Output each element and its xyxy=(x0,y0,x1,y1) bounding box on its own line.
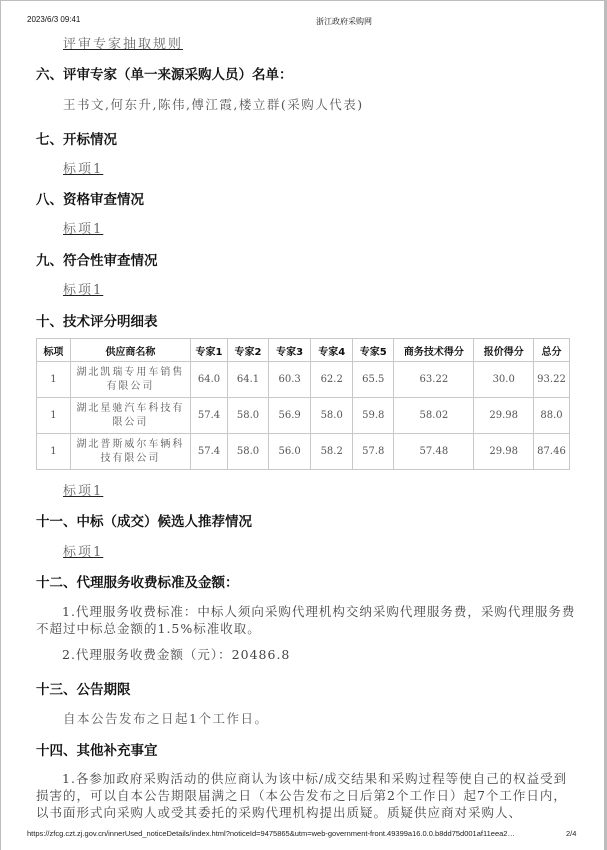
page-border-top xyxy=(0,0,607,1)
lot-1-link-compliance[interactable]: 标项1 xyxy=(63,283,104,298)
cell-expert1: 64.0 xyxy=(191,362,228,398)
cell-supplier: 湖北凯瑞专用车销售有限公司 xyxy=(70,362,190,398)
cell-expert2: 58.0 xyxy=(227,398,268,434)
lot-1-link-opening[interactable]: 标项1 xyxy=(63,162,104,177)
page-border-left xyxy=(0,0,1,850)
table-row xyxy=(37,398,570,434)
table-row xyxy=(37,362,570,398)
col-header-expert1: 专家1 xyxy=(191,339,228,362)
cell-total: 87.46 xyxy=(533,434,569,470)
cell-supplier: 湖北星驰汽车科技有限公司 xyxy=(70,398,190,434)
lot-1-link-qualification[interactable]: 标项1 xyxy=(63,222,104,237)
cell-expert4: 58.0 xyxy=(311,398,353,434)
cell-price-score: 29.98 xyxy=(474,398,534,434)
cell-expert5: 57.8 xyxy=(353,434,394,470)
expert-selection-rules-link[interactable]: 评审专家抽取规则 xyxy=(63,37,184,52)
site-title: 浙江政府采购网 xyxy=(316,17,372,26)
agency-fee-standard: 1.代理服务收费标准：中标人须向采购代理机构交纳采购代理服务费，采购代理服务费不超过中标总金额的1.5%标准收取。 xyxy=(36,604,576,636)
page-number: 2/4 xyxy=(566,829,577,838)
cell-tech-score: 63.22 xyxy=(394,362,474,398)
page-url: https://zfcg.czt.zj.gov.cn/innerUsed_noticeDetails/index.html?noticeId=9475865&utm=web-government-front.49399a16.0.0.b8dd75d001af11eea2… xyxy=(27,829,515,838)
section-7-title: 七、开标情况 xyxy=(36,132,117,148)
section-9-title: 九、符合性审查情况 xyxy=(36,253,158,269)
section-13-title: 十三、公告期限 xyxy=(36,682,131,698)
col-header-expert2: 专家2 xyxy=(227,339,268,362)
section-14-title: 十四、其他补充事宜 xyxy=(36,743,158,759)
col-header-lot: 标项 xyxy=(37,339,71,362)
col-header-price-score: 报价得分 xyxy=(474,339,534,362)
cell-total: 93.22 xyxy=(533,362,569,398)
cell-expert3: 60.3 xyxy=(269,362,311,398)
cell-expert5: 65.5 xyxy=(353,362,394,398)
section-12-title: 十二、代理服务收费标准及金额： xyxy=(36,575,239,591)
lot-1-link-candidates[interactable]: 标项1 xyxy=(63,545,104,560)
cell-lot: 1 xyxy=(37,362,71,398)
agency-fee-amount: 2.代理服务收费金额（元）：20486.8 xyxy=(62,647,291,662)
cell-expert3: 56.9 xyxy=(269,398,311,434)
section-11-title: 十一、中标（成交）候选人推荐情况 xyxy=(36,514,252,530)
cell-expert1: 57.4 xyxy=(191,398,228,434)
section-10-title: 十、技术评分明细表 xyxy=(36,314,158,330)
col-header-tech-score: 商务技术得分 xyxy=(394,339,474,362)
table-row xyxy=(37,434,570,470)
cell-price-score: 30.0 xyxy=(474,362,534,398)
cell-lot: 1 xyxy=(37,434,71,470)
col-header-total: 总分 xyxy=(533,339,569,362)
cell-tech-score: 57.48 xyxy=(394,434,474,470)
cell-total: 88.0 xyxy=(533,398,569,434)
section-6-title: 六、评审专家（单一来源采购人员）名单： xyxy=(36,67,293,83)
cell-expert1: 57.4 xyxy=(191,434,228,470)
cell-price-score: 29.98 xyxy=(474,434,534,470)
cell-supplier: 湖北普斯威尔车辆科技有限公司 xyxy=(70,434,190,470)
cell-expert4: 62.2 xyxy=(311,362,353,398)
cell-expert2: 58.0 xyxy=(227,434,268,470)
notice-period: 自本公告发布之日起1个工作日。 xyxy=(63,711,269,726)
technical-score-table xyxy=(36,338,570,470)
col-header-supplier: 供应商名称 xyxy=(70,339,190,362)
cell-expert3: 56.0 xyxy=(269,434,311,470)
expert-list: 王书文,何东升,陈伟,傅江霞,楼立群(采购人代表) xyxy=(63,97,364,112)
cell-lot: 1 xyxy=(37,398,71,434)
cell-expert2: 64.1 xyxy=(227,362,268,398)
print-date: 2023/6/3 09:41 xyxy=(27,15,81,24)
table-header-row xyxy=(37,339,570,362)
supplementary-note-1: 1.各参加政府采购活动的供应商认为该中标/成交结果和采购过程等使自己的权益受到损害的，可以自本公告期限届满之日（本公告发布之日后第2个工作日）起7个工作日内，以书面形式向采购人或受其委托的采购代理机构提出质疑。质疑供应商对采购人、 xyxy=(36,771,568,820)
col-header-expert5: 专家5 xyxy=(353,339,394,362)
col-header-expert3: 专家3 xyxy=(269,339,311,362)
section-8-title: 八、资格审查情况 xyxy=(36,192,144,208)
cell-tech-score: 58.02 xyxy=(394,398,474,434)
col-header-expert4: 专家4 xyxy=(311,339,353,362)
cell-expert5: 59.8 xyxy=(353,398,394,434)
cell-expert4: 58.2 xyxy=(311,434,353,470)
lot-1-link-tech-score[interactable]: 标项1 xyxy=(63,484,104,499)
